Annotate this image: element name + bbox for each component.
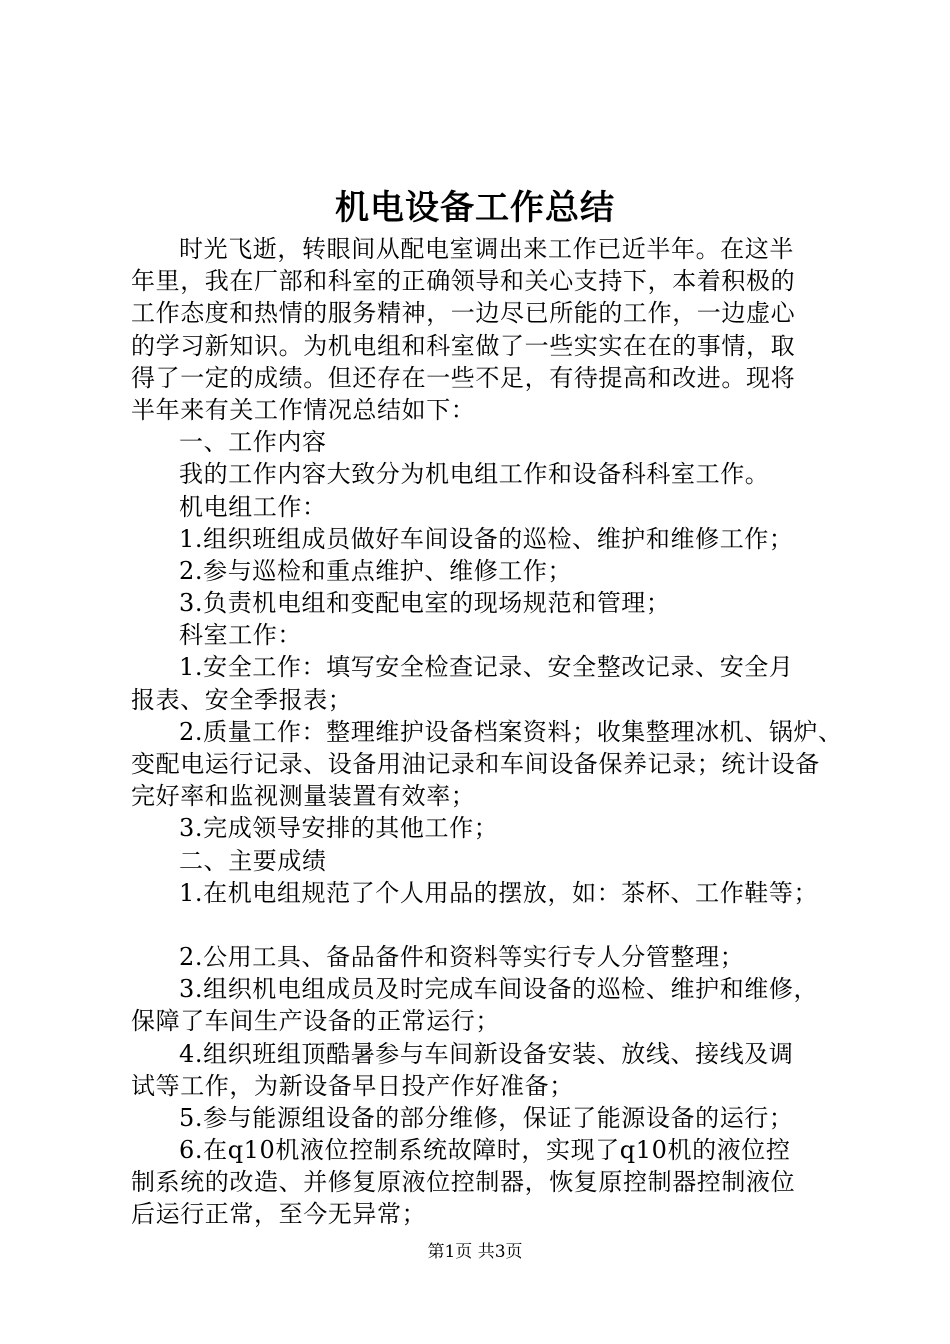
list-item: 1.安全工作：填写安全检查记录、安全整改记录、安全月 bbox=[179, 653, 794, 682]
list-item-continuation: 试等工作，为新设备早日投产作好准备； bbox=[131, 1071, 574, 1100]
list-item: 5.参与能源组设备的部分维修，保证了能源设备的运行； bbox=[179, 1103, 794, 1132]
list-item-continuation: 完好率和监视测量装置有效率； bbox=[131, 782, 476, 811]
list-item-continuation: 制系统的改造、并修复原液位控制器，恢复原控制器控制液位 bbox=[131, 1168, 796, 1197]
section-heading: 一、工作内容 bbox=[179, 428, 327, 457]
section-heading: 二、主要成绩 bbox=[179, 846, 327, 875]
list-item-continuation: 报表、安全季报表； bbox=[131, 685, 353, 714]
paragraph-line: 得了一定的成绩。但还存在一些不足，有待提高和改进。现将 bbox=[131, 363, 796, 392]
document-body bbox=[131, 233, 843, 1231]
list-item: 1.在机电组规范了个人用品的摆放，如：茶杯、工作鞋等； bbox=[179, 878, 819, 907]
list-item: 3.组织机电组成员及时完成车间设备的巡检、维护和维修， bbox=[179, 975, 819, 1004]
list-item: 3.负责机电组和变配电室的现场规范和管理； bbox=[179, 589, 671, 618]
list-item-continuation: 保障了车间生产设备的正常运行； bbox=[131, 1007, 500, 1036]
paragraph-line: 时光飞逝，转眼间从配电室调出来工作已近半年。在这半 bbox=[179, 235, 794, 263]
paragraph-line: 的学习新知识。为机电组和科室做了一些实实在在的事情，取 bbox=[131, 331, 796, 360]
subsection-heading: 科室工作： bbox=[179, 621, 302, 650]
list-item-continuation: 后运行正常，至今无异常； bbox=[131, 1200, 427, 1229]
list-item: 6.在q10机液位控制系统故障时，实现了q10机的液位控 bbox=[179, 1136, 791, 1165]
list-item: 2.公用工具、备品备件和资料等实行专人分管整理； bbox=[179, 942, 745, 971]
list-item: 4.组织班组顶酷暑参与车间新设备安装、放线、接线及调 bbox=[179, 1039, 794, 1068]
page-number-footer: 第1页 共3页 bbox=[427, 1242, 523, 1262]
paragraph-line: 半年来有关工作情况总结如下： bbox=[131, 395, 476, 424]
list-item: 2.参与巡检和重点维护、维修工作； bbox=[179, 556, 573, 585]
paragraph-line: 工作态度和热情的服务精神，一边尽已所能的工作，一边虚心 bbox=[131, 299, 796, 328]
paragraph-line: 我的工作内容大致分为机电组工作和设备科科室工作。 bbox=[179, 460, 770, 489]
list-item: 2.质量工作：整理维护设备档案资料；收集整理冰机、锅炉、 bbox=[179, 717, 843, 746]
blank-line bbox=[131, 909, 831, 941]
document-title: 机电设备工作总结 bbox=[335, 188, 615, 228]
list-item-continuation: 变配电运行记录、设备用油记录和车间设备保养记录；统计设备 bbox=[131, 750, 820, 778]
list-item: 3.完成领导安排的其他工作； bbox=[179, 814, 499, 843]
paragraph-line: 年里，我在厂部和科室的正确领导和关心支持下，本着积极的 bbox=[131, 267, 796, 296]
subsection-heading: 机电组工作： bbox=[179, 492, 327, 521]
list-item: 1.组织班组成员做好车间设备的巡检、维护和维修工作； bbox=[179, 524, 794, 553]
